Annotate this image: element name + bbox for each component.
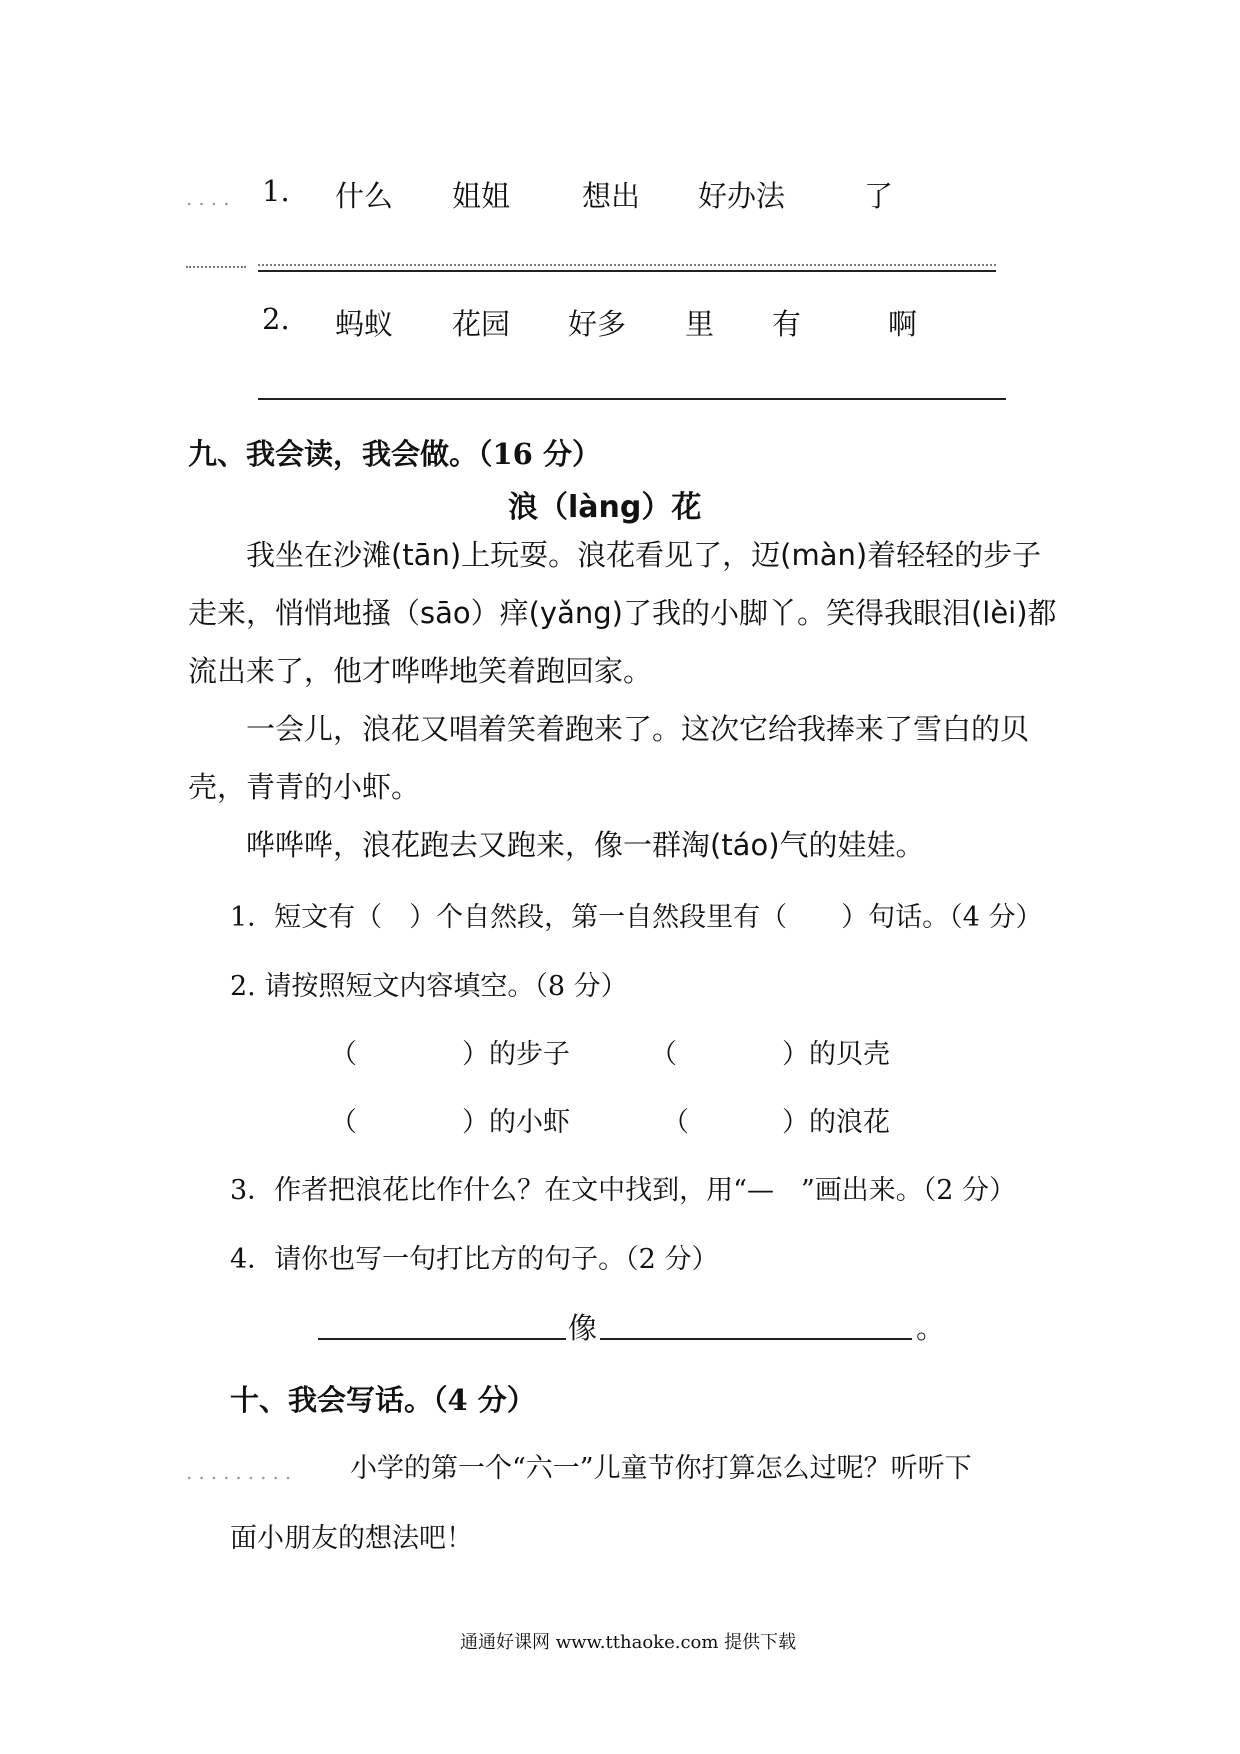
- word-tile: 好多: [568, 307, 627, 341]
- answer-line: [258, 270, 996, 272]
- word-tile: 啊: [888, 307, 918, 341]
- item-number: 1.: [262, 174, 290, 208]
- section-heading: 十、我会写话。（4 分）: [230, 1383, 536, 1417]
- item-number: 2.: [262, 302, 290, 336]
- writing-prompt: 面小朋友的想法吧！: [230, 1523, 473, 1554]
- margin-dots: .........: [186, 1460, 298, 1484]
- word-tile: 姐姐: [452, 179, 511, 213]
- answer-line: [258, 398, 1006, 400]
- simile-word: 像: [568, 1311, 598, 1345]
- passage-paragraph: 我坐在沙滩(tān)上玩耍。浪花看见了，迈(màn)着轻轻的步子走来，悄悄地搔（sāo）痒(yǎng)了我的小脚丫。笑得我眼泪(lèi)都流出来了，他才哗哗地笑着跑回家。: [188, 538, 1057, 688]
- question: 4．请你也写一句打比方的句子。（2 分）: [230, 1244, 719, 1275]
- blank-open: （: [330, 1039, 357, 1070]
- word-tile: 想出: [582, 179, 641, 213]
- word-tile: 有: [772, 307, 802, 341]
- blank-phrase: ）的浪花: [782, 1107, 890, 1138]
- blank-open: （: [662, 1107, 689, 1138]
- question: 2. 请按照短文内容填空。（8 分）: [230, 971, 628, 1002]
- margin-dots: ....: [186, 186, 236, 210]
- passage-paragraph: 哗哗哗，浪花跑去又跑来，像一群淘(táo)气的娃娃。: [246, 828, 925, 862]
- blank-phrase: ）的贝壳: [782, 1039, 890, 1070]
- margin-dots: [186, 266, 246, 268]
- word-tile: 里: [685, 307, 715, 341]
- blank-phrase: ）的小虾: [462, 1107, 570, 1138]
- simile-end: 。: [916, 1311, 946, 1345]
- answer-line: [600, 1338, 912, 1340]
- passage-title: 浪（làng）花: [508, 490, 702, 525]
- word-tile: 蚂蚁: [335, 307, 394, 341]
- word-tile: 什么: [335, 179, 394, 213]
- word-tile: 了: [864, 179, 894, 213]
- page-footer: 通通好课网 www.tthaoke.com 提供下载: [460, 1632, 797, 1653]
- answer-line: [318, 1338, 566, 1340]
- writing-prompt: 小学的第一个“六一”儿童节你打算怎么过呢？听听下: [350, 1453, 972, 1484]
- word-tile: 花园: [452, 307, 511, 341]
- passage-paragraph: 一会儿，浪花又唱着笑着跑来了。这次它给我捧来了雪白的贝壳，青青的小虾。: [188, 712, 1030, 804]
- answer-line: [258, 264, 996, 266]
- question: 1．短文有（ ）个自然段，第一自然段里有（ ）句话。（4 分）: [230, 902, 1043, 933]
- question: 3．作者把浪花比作什么？在文中找到，用“— ”画出来。（2 分）: [230, 1175, 1017, 1206]
- word-tile: 好办法: [698, 179, 786, 213]
- section-heading: 九、我会读，我会做。（16 分）: [188, 437, 601, 471]
- blank-open: （: [650, 1039, 677, 1070]
- blank-open: （: [330, 1107, 357, 1138]
- blank-phrase: ）的步子: [462, 1039, 570, 1070]
